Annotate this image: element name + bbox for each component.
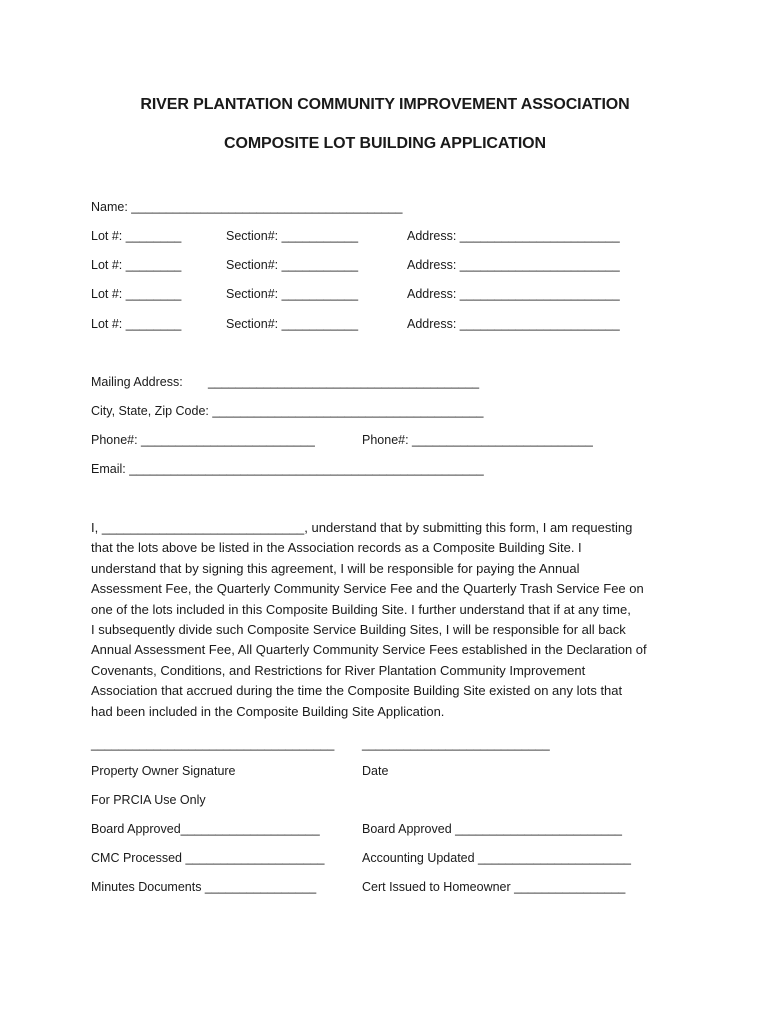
date-label: Date xyxy=(362,764,389,778)
phone-field-1[interactable]: Phone#: _________________________ xyxy=(91,433,315,447)
name-field[interactable]: Name: _______________________________________ xyxy=(91,200,403,214)
document-subtitle: COMPOSITE LOT BUILDING APPLICATION xyxy=(224,135,546,152)
address-field-2[interactable]: Address: _______________________ xyxy=(407,258,620,272)
address-field-1[interactable]: Address: _______________________ xyxy=(407,229,620,243)
signature-line[interactable]: ___________________________________ xyxy=(91,737,335,751)
agreement-line: I, ____________________________, understand that by submitting this form, I am requesting xyxy=(91,520,633,535)
agreement-line: one of the lots included in this Composite Building Site. I further understand that if at any time, xyxy=(91,601,631,617)
cmc-processed-field[interactable]: CMC Processed ____________________ xyxy=(91,851,325,865)
agreement-line: I subsequently divide such Composite Service Building Sites, I will be responsible for all back xyxy=(91,622,626,638)
address-field-3[interactable]: Address: _______________________ xyxy=(407,287,620,301)
section-field-1[interactable]: Section#: ___________ xyxy=(226,229,359,243)
email-field[interactable]: Email: ___________________________________________________ xyxy=(91,462,484,476)
cert-issued-field[interactable]: Cert Issued to Homeowner ________________ xyxy=(362,880,626,894)
agreement-line: had been included in the Composite Building Site Application. xyxy=(91,703,445,719)
lot-field-3[interactable]: Lot #: ________ xyxy=(91,287,182,301)
document-title: RIVER PLANTATION COMMUNITY IMPROVEMENT ASSOCIATION xyxy=(140,96,630,113)
signature-label: Property Owner Signature xyxy=(91,764,236,778)
agreement-paragraph xyxy=(91,518,691,722)
lot-field-4[interactable]: Lot #: ________ xyxy=(91,317,182,331)
agreement-line: Association that accrued during the time the Composite Building Site existed on any lots that xyxy=(91,683,623,699)
agreement-line: Annual Assessment Fee, All Quarterly Community Service Fees established in the Declaration of xyxy=(91,642,647,658)
agreement-line: understand that by signing this agreement, I will be responsible for paying the Annual xyxy=(91,560,580,576)
section-field-4[interactable]: Section#: ___________ xyxy=(226,317,359,331)
mailing-address-field[interactable]: _______________________________________ xyxy=(208,375,480,389)
accounting-updated-field[interactable]: Accounting Updated ______________________ xyxy=(362,851,631,865)
agreement-line: that the lots above be listed in the Association records as a Composite Building Site. I xyxy=(91,540,582,556)
board-approved-field-left[interactable]: Board Approved____________________ xyxy=(91,822,320,836)
date-line[interactable]: ___________________________ xyxy=(362,737,550,751)
office-use-heading: For PRCIA Use Only xyxy=(91,793,206,807)
section-field-3[interactable]: Section#: ___________ xyxy=(226,287,359,301)
city-state-zip-field[interactable]: City, State, Zip Code: _______________________________________ xyxy=(91,404,484,418)
lot-field-2[interactable]: Lot #: ________ xyxy=(91,258,182,272)
agreement-line: Covenants, Conditions, and Restrictions for River Plantation Community Improvement xyxy=(91,662,586,678)
agreement-line: Assessment Fee, the Quarterly Community Service Fee and the Quarterly Trash Service Fee on xyxy=(91,581,644,597)
board-approved-field-right[interactable]: Board Approved ________________________ xyxy=(362,822,622,836)
address-field-4[interactable]: Address: _______________________ xyxy=(407,317,620,331)
section-field-2[interactable]: Section#: ___________ xyxy=(226,258,359,272)
phone-field-2[interactable]: Phone#: __________________________ xyxy=(362,433,593,447)
mailing-address-label: Mailing Address: xyxy=(91,375,183,389)
lot-field-1[interactable]: Lot #: ________ xyxy=(91,229,182,243)
minutes-documents-field[interactable]: Minutes Documents ________________ xyxy=(91,880,317,894)
